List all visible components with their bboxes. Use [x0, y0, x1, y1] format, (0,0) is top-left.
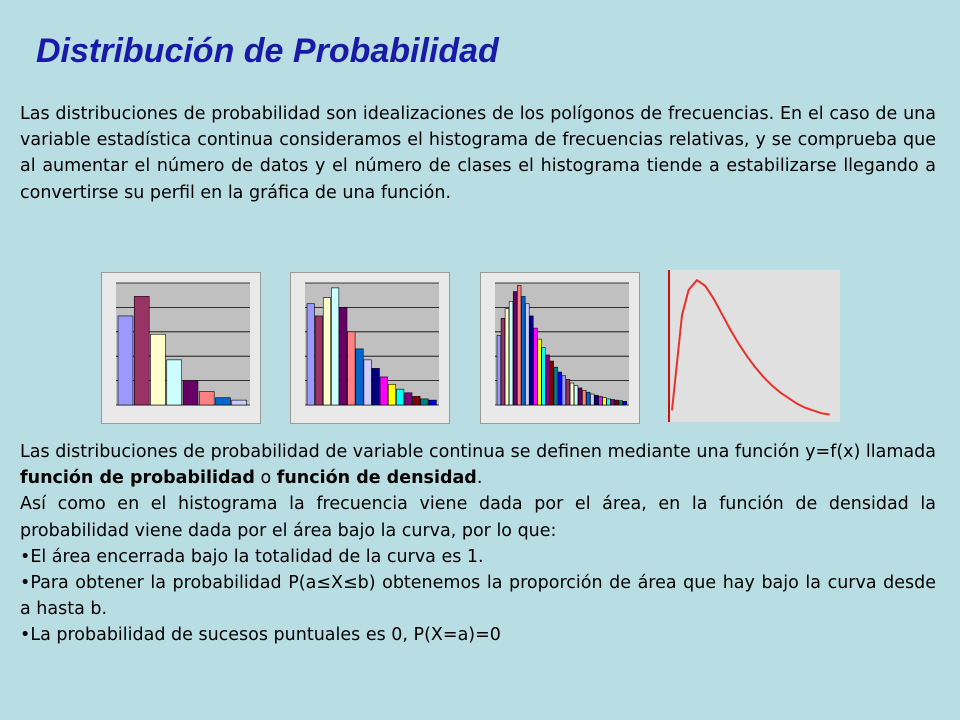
histogram-bar-3-3: [505, 309, 509, 405]
histogram-bar-3-32: [623, 401, 627, 405]
definition-text-or: o: [254, 468, 277, 489]
histogram-bar-1-8: [232, 400, 247, 405]
histogram-bar-2-13: [405, 393, 412, 405]
histogram-bar-3-5: [513, 292, 517, 405]
histogram-bar-1-4: [167, 360, 182, 405]
histogram-bar-2-11: [388, 384, 395, 405]
term-probability-function: función de probabilidad: [20, 468, 255, 489]
histogram-bar-3-12: [542, 348, 546, 405]
histogram-bar-1-7: [216, 398, 231, 405]
histogram-bar-2-1: [307, 304, 314, 405]
area-paragraph: Así como en el histograma la frecuencia viene dada por el área, en la función de densidad la probabilidad viene dada por el área bajo la curva, por lo que:: [20, 494, 936, 541]
histogram-bar-3-29: [611, 400, 615, 405]
histogram-bar-2-6: [348, 332, 355, 405]
density-curve-chart: [668, 270, 840, 422]
density-curve-line: [672, 280, 830, 414]
histogram-bar-3-9: [530, 316, 534, 405]
bullet-point-probability: •La probabilidad de sucesos puntuales es 0, P(X=a)=0: [20, 625, 501, 646]
histogram-bar-1-1: [118, 316, 133, 405]
histogram-bar-3-13: [546, 355, 550, 405]
histogram-bar-3-16: [558, 372, 562, 405]
histogram-bar-1-5: [183, 381, 198, 405]
histogram-bar-2-9: [372, 368, 379, 405]
histogram-bar-3-1: [497, 335, 501, 405]
histogram-bar-2-12: [396, 389, 403, 405]
histogram-bar-2-4: [331, 288, 338, 405]
histogram-16-classes: [290, 272, 450, 424]
term-density-function: función de densidad: [276, 468, 477, 489]
histogram-bar-2-14: [413, 396, 420, 405]
histogram-bar-3-22: [582, 390, 586, 405]
histogram-bar-3-31: [619, 401, 623, 405]
intro-paragraph: Las distribuciones de probabilidad son idealizaciones de los polígonos de frecuencias. En el caso de una variable estadística continua consideramos el histograma de frecuencias relativas, y se comprueba que al aumentar el número de datos y el número de clases el histograma tiende a estabilizarse llegando a convertirse su perfil en la gráfica de una función.: [20, 104, 936, 203]
histogram-bar-3-25: [595, 395, 599, 405]
definition-text: [20, 439, 936, 649]
histogram-bar-3-28: [607, 399, 611, 405]
bullet-total-area: •El área encerrada bajo la totalidad de la curva es 1.: [20, 546, 484, 567]
definition-text-start: Las distribuciones de probabilidad de variable continua se definen mediante una función y=f(x) llamada: [20, 442, 936, 462]
histogram-32-classes: [480, 272, 640, 424]
histogram-bar-3-18: [566, 379, 570, 405]
histogram-bar-3-11: [538, 339, 542, 405]
histogram-bar-3-21: [578, 388, 582, 405]
histogram-bar-3-30: [615, 400, 619, 405]
definition-paragraph: [20, 439, 936, 491]
histogram-bar-3-19: [570, 383, 574, 405]
histogram-bar-3-10: [534, 328, 538, 405]
definition-text-end: .: [476, 468, 483, 489]
histogram-bar-2-15: [421, 399, 428, 405]
histogram-bar-3-27: [603, 398, 607, 405]
histogram-bar-3-6: [517, 285, 521, 405]
page-title: Distribución de Probabilidad: [36, 32, 499, 70]
histogram-bar-3-2: [501, 318, 505, 405]
histogram-bar-3-7: [521, 296, 525, 405]
histogram-bar-2-2: [315, 316, 322, 405]
histogram-bar-1-2: [134, 296, 149, 405]
histogram-bar-3-26: [599, 396, 603, 405]
histogram-bar-3-15: [554, 367, 558, 405]
histogram-bar-3-14: [550, 361, 554, 405]
histogram-bar-3-8: [525, 304, 529, 405]
histogram-bar-3-17: [562, 376, 566, 405]
bullet-interval-probability: •Para obtener la probabilidad P(a≤X≤b) obtenemos la proporción de área que hay bajo la curva desde a hasta b.: [20, 573, 936, 620]
histogram-bar-2-10: [380, 377, 387, 405]
histogram-bar-2-3: [323, 298, 330, 405]
histogram-8-classes: [101, 272, 261, 424]
histogram-bar-3-4: [509, 301, 513, 405]
histogram-bar-3-20: [574, 385, 578, 405]
histogram-bar-3-23: [586, 392, 590, 405]
histogram-bar-1-3: [151, 334, 166, 405]
histogram-bar-3-24: [590, 394, 594, 405]
histogram-bar-2-16: [429, 400, 436, 405]
histogram-bar-2-7: [356, 349, 363, 405]
histogram-bar-2-5: [340, 307, 347, 405]
histogram-bar-2-8: [364, 360, 371, 405]
histogram-bar-1-6: [199, 392, 214, 405]
